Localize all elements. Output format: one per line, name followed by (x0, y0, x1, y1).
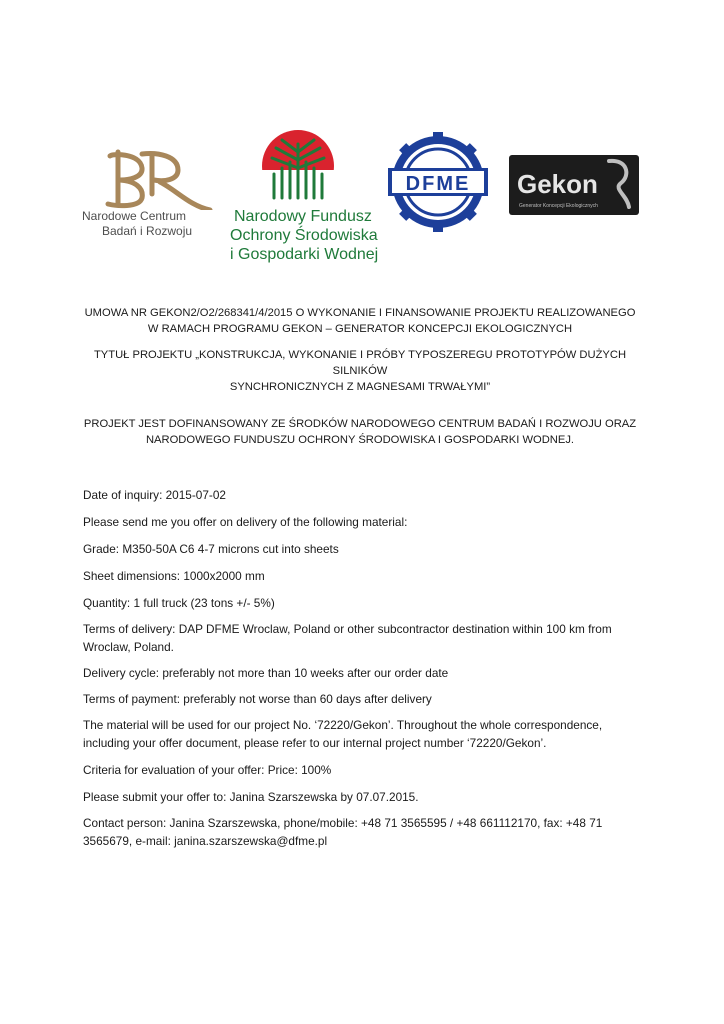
project-title-line2: SYNCHRONICZNYCH Z MAGNESAMI TRWAŁYMI” (229, 381, 491, 393)
request-text: Please send me you offer on delivery of the following material: (83, 515, 408, 529)
nfos-logo-line2: Ochrony Środowiska (230, 227, 378, 244)
gekon-logo (509, 155, 639, 215)
contact-info-line1: Contact person: Janina Szarszewska, phone/mobile: +48 71 3565595 / +48 661112170, fax: +48 71 (83, 816, 603, 830)
contract-heading-line1: UMOWA NR GEKON2/O2/268341/4/2015 O WYKONANIE I FINANSOWANIE PROJEKTU REALIZOWANEGO (84, 307, 636, 319)
nfos-logo (228, 126, 378, 266)
delivery-cycle: Delivery cycle: preferably not more than 10 weeks after our order date (83, 666, 449, 680)
contact-info (83, 814, 643, 850)
gekon-logo-text: Gekon (517, 169, 598, 199)
dimensions-text: Sheet dimensions: 1000x2000 mm (83, 569, 265, 583)
submission-info: Please submit your offer to: Janina Szarszewska by 07.07.2015. (83, 790, 419, 804)
payment-terms: Terms of payment: preferably not worse than 60 days after delivery (83, 692, 432, 706)
ncbr-monogram-icon (80, 148, 220, 210)
ncbr-logo (80, 148, 220, 248)
quantity-text: Quantity: 1 full truck (23 tons +/- 5%) (83, 596, 275, 610)
contract-heading (80, 305, 640, 337)
delivery-terms-line2: Wroclaw, Poland. (83, 640, 174, 654)
funding-line1: PROJEKT JEST DOFINANSOWANY ZE ŚRODKÓW NARODOWEGO CENTRUM BADAŃ I ROZWOJU ORAZ (83, 418, 637, 430)
project-title-line1: TYTUŁ PROJEKTU „KONSTRUKCJA, WYKONANIE I PRÓBY TYPOSZEREGU PROTOTYPÓW DUŻYCH SILNIKÓW (93, 349, 627, 377)
contract-heading-line2: W RAMACH PROGRAMU GEKON – GENERATOR KONCEPCJI EKOLOGICZNYCH (147, 323, 573, 335)
ncbr-logo-line2: Badań i Rozwoju (102, 224, 193, 238)
dfme-logo-text: DFME (405, 173, 471, 195)
delivery-terms (83, 620, 643, 656)
project-reference-line1: The material will be used for our project No. ‘72220/Gekon’. Throughout the whole correspondence, (83, 718, 603, 732)
ncbr-logo-line1: Narodowe Centrum (82, 209, 187, 223)
project-reference (83, 716, 643, 752)
dfme-logo (385, 132, 491, 232)
funding-heading (80, 416, 640, 448)
nfos-logo-line3: i Gospodarki Wodnej (230, 246, 379, 263)
delivery-terms-line1: Terms of delivery: DAP DFME Wroclaw, Poland or other subcontractor destination within 100 km from (83, 622, 612, 636)
nfos-tree-icon (228, 126, 378, 206)
gekon-logo-subtitle: Generator Koncepcji Ekologicznych (519, 203, 598, 209)
grade-text: Grade: M350-50A C6 4-7 microns cut into sheets (83, 542, 339, 556)
funding-line2: NARODOWEGO FUNDUSZU OCHRONY ŚRODOWISKA I GOSPODARKI WODNEJ. (145, 434, 575, 446)
project-reference-line2: including your offer document, please refer to our internal project number ‘72220/Gekon’. (83, 736, 547, 750)
nfos-logo-line1: Narodowy Fundusz (234, 208, 372, 225)
evaluation-criteria: Criteria for evaluation of your offer: Price: 100% (83, 763, 332, 777)
project-title-heading (80, 347, 640, 395)
contact-info-line2: 3565679, e-mail: janina.szarszewska@dfme.pl (83, 834, 328, 848)
logo-bar (0, 0, 724, 280)
inquiry-date: Date of inquiry: 2015-07-02 (83, 488, 226, 502)
